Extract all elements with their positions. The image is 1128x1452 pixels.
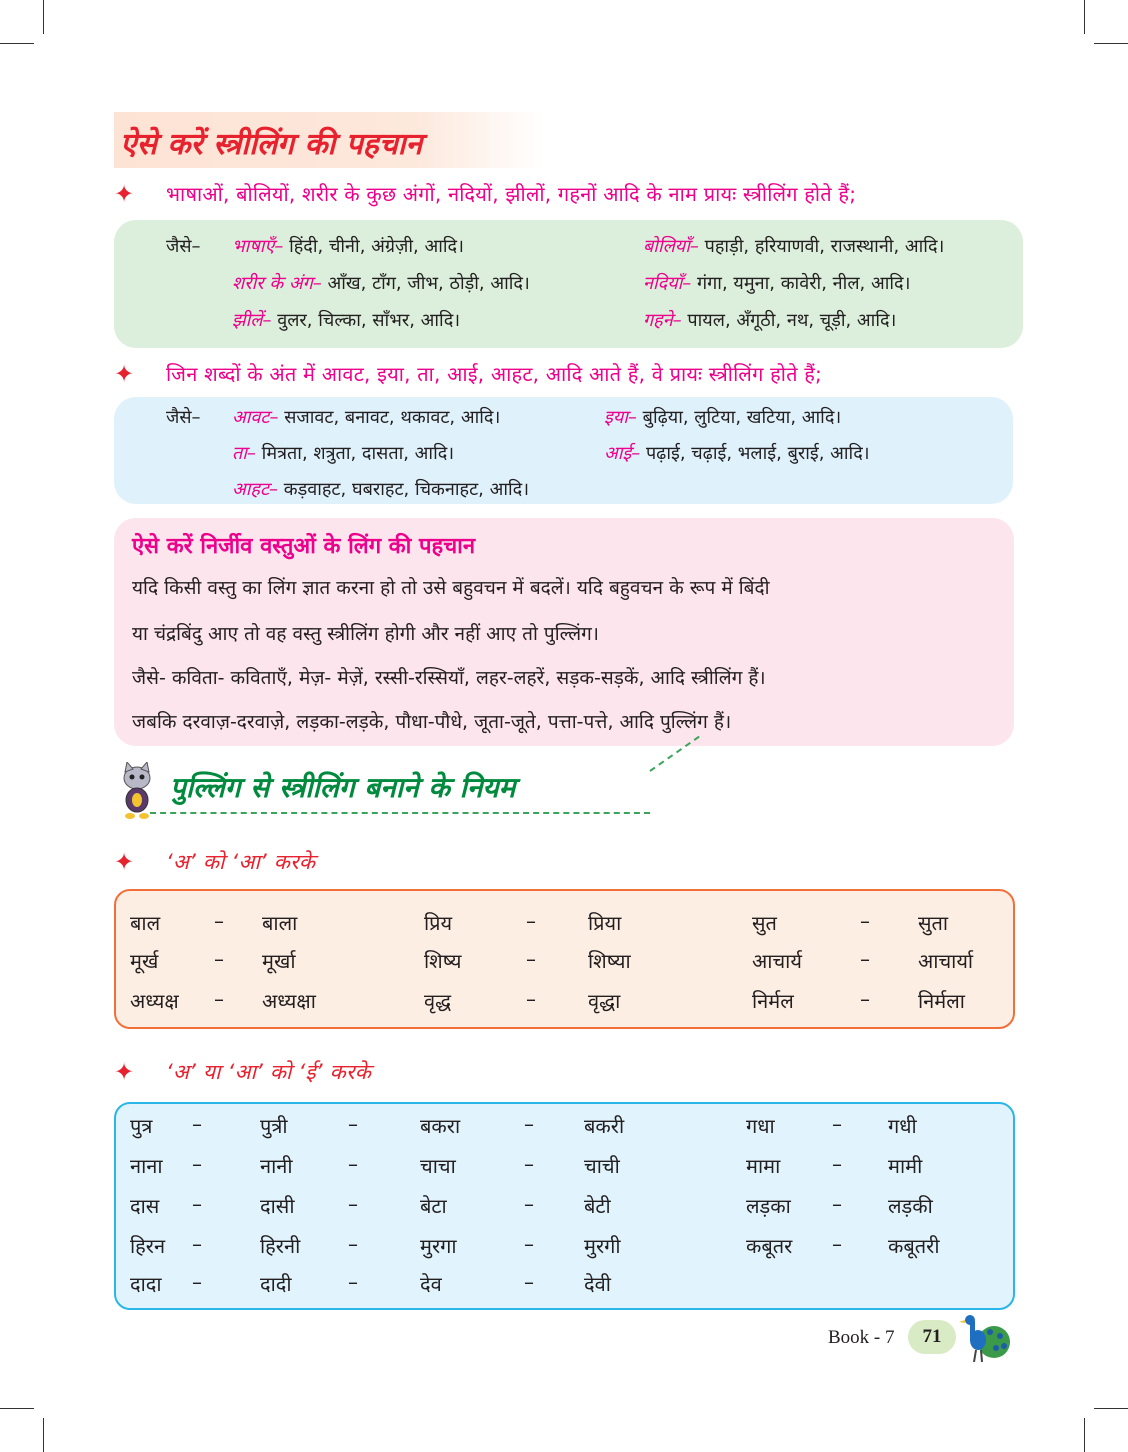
table-dash: –	[192, 1232, 202, 1256]
table-cell: वृद्ध	[424, 989, 452, 1013]
info-heading: ऐसे करें निर्जीव वस्तुओं के लिंग की पहचान	[132, 534, 476, 559]
title-underline	[150, 812, 650, 814]
info-line: यदि किसी वस्तु का लिंग ज्ञात करना हो तो उसे बहुवचन में बदलें। यदि बहुवचन के रूप में बिंदी	[132, 577, 770, 599]
example-item: गहने– पायल, अँगूठी, नथ, चूड़ी, आदि।	[643, 310, 897, 331]
page-number: 71	[908, 1320, 956, 1354]
crop-mark	[43, 0, 44, 34]
table-cell: पुत्र	[130, 1114, 153, 1138]
table-dash: –	[348, 1152, 358, 1176]
info-line: जबकि दरवाज़-दरवाज़े, लड़का-लड़के, पौधा-पौधे, जूता-जूते, पत्ता-पत्ते, आदि पुल्लिंग हैं।	[132, 711, 732, 733]
rule-text: ‘अ’ को ‘आ’ करके	[166, 850, 316, 874]
table-dash: –	[214, 947, 224, 971]
crop-mark	[0, 1408, 34, 1409]
table-cell: मामी	[888, 1154, 923, 1178]
table-cell: गधी	[888, 1114, 917, 1138]
info-line: जैसे- कविता- कविताएँ, मेज़- मेज़ें, रस्सी-रस्सियाँ, लहर-लहरें, सड़क-सड़कें, आदि स्त्रीलिंग हैं।	[132, 667, 766, 689]
table-cell: बकरी	[584, 1114, 625, 1138]
section-heading: ऐसे करें स्त्रीलिंग की पहचान	[120, 127, 423, 162]
star-bullet-icon: ✦	[114, 359, 135, 388]
table-dash: –	[524, 1192, 534, 1216]
table-dash: –	[524, 1270, 534, 1294]
table-cell: नाना	[130, 1154, 163, 1178]
example-item: इया– बुढ़िया, लुटिया, खटिया, आदि।	[604, 407, 842, 428]
table-cell: हिरन	[130, 1234, 166, 1258]
table-cell: बेटी	[584, 1194, 611, 1218]
example-label: जैसे–	[166, 236, 201, 257]
table-cell: आचार्या	[918, 949, 974, 973]
table-cell: प्रिया	[588, 911, 622, 935]
star-bullet-icon: ✦	[114, 179, 135, 208]
example-item: आई– पढ़ाई, चढ़ाई, भलाई, बुराई, आदि।	[604, 443, 870, 464]
table-cell: गधा	[746, 1114, 775, 1138]
table-cell: आचार्य	[752, 949, 802, 973]
table-dash: –	[348, 1232, 358, 1256]
example-item: ता– मित्रता, शत्रुता, दासता, आदि।	[232, 443, 455, 464]
table-cell: बकरा	[420, 1114, 461, 1138]
table-cell: लड़की	[888, 1194, 933, 1218]
table-dash: –	[526, 947, 536, 971]
table-dash: –	[348, 1270, 358, 1294]
rule-bullet	[114, 360, 822, 387]
table-dash: –	[192, 1270, 202, 1294]
table-cell: चाची	[584, 1154, 620, 1178]
table-dash: –	[524, 1112, 534, 1136]
table-dash: –	[214, 987, 224, 1011]
example-item: झीलें– वुलर, चिल्का, साँभर, आदि।	[232, 310, 461, 331]
example-item: भाषाएँ– हिंदी, चीनी, अंग्रेज़ी, आदि।	[232, 236, 464, 257]
table-cell: मूर्खा	[262, 949, 296, 973]
crop-mark	[1094, 1408, 1128, 1409]
rules-section-title: पुल्लिंग से स्त्रीलिंग बनाने के नियम	[170, 771, 516, 804]
table-cell: देव	[420, 1272, 442, 1296]
table-cell: कबूतरी	[888, 1234, 940, 1258]
crop-mark	[1094, 43, 1128, 44]
rule-text: भाषाओं, बोलियों, शरीर के कुछ अंगों, नदियों, झीलों, गहनों आदि के नाम प्रायः स्त्रीलिंग होते हैं;	[166, 182, 857, 206]
table-cell: सुता	[918, 911, 949, 935]
table-cell: दासी	[260, 1194, 295, 1218]
table-cell: बाला	[262, 911, 298, 935]
rule-text: जिन शब्दों के अंत में आवट, इया, ता, आई, आहट, आदि आते हैं, वे प्रायः स्त्रीलिंग होते हैं;	[166, 362, 822, 386]
info-box	[114, 518, 1014, 746]
table-dash: –	[860, 909, 870, 933]
table-dash: –	[832, 1112, 842, 1136]
word-table	[114, 889, 1015, 1029]
book-label: Book - 7	[828, 1327, 895, 1348]
star-bullet-icon: ✦	[114, 848, 135, 876]
table-cell: चाचा	[420, 1154, 456, 1178]
table-dash: –	[214, 909, 224, 933]
example-label: जैसे–	[166, 407, 201, 428]
table-dash: –	[192, 1192, 202, 1216]
table-cell: बेटा	[420, 1194, 447, 1218]
example-item: शरीर के अंग– आँख, टाँग, जीभ, ठोड़ी, आदि।	[232, 273, 530, 294]
table-dash: –	[192, 1112, 202, 1136]
crop-mark	[0, 43, 34, 44]
table-dash: –	[524, 1232, 534, 1256]
table-cell: नानी	[260, 1154, 293, 1178]
section-heading-banner	[114, 112, 544, 168]
word-table	[114, 1102, 1015, 1310]
table-dash: –	[192, 1152, 202, 1176]
table-dash: –	[860, 947, 870, 971]
table-cell: निर्मल	[752, 989, 794, 1013]
example-item: आवट– सजावट, बनावट, थकावट, आदि।	[232, 407, 501, 428]
table-cell: मुरगा	[420, 1234, 457, 1258]
table-dash: –	[832, 1192, 842, 1216]
table-cell: वृद्धा	[588, 989, 621, 1013]
table-cell: कबूतर	[746, 1234, 793, 1258]
table-dash: –	[348, 1112, 358, 1136]
table-cell: सुत	[752, 911, 777, 935]
table-cell: अध्यक्ष	[130, 989, 179, 1013]
table-dash: –	[832, 1152, 842, 1176]
table-cell: दास	[130, 1194, 160, 1218]
table-dash: –	[348, 1192, 358, 1216]
star-bullet-icon: ✦	[114, 1058, 135, 1086]
example-item: बोलियाँ– पहाड़ी, हरियाणवी, राजस्थानी, आदि।	[643, 236, 945, 257]
table-cell: बाल	[130, 911, 161, 935]
examples-box	[114, 397, 1013, 504]
table-dash: –	[526, 909, 536, 933]
table-cell: मुरगी	[584, 1234, 621, 1258]
rule-bullet	[114, 180, 856, 207]
table-dash: –	[832, 1232, 842, 1256]
table-cell: दादा	[130, 1272, 162, 1296]
crop-mark	[43, 1418, 44, 1452]
rule-text: ‘अ’ या ‘आ’ को ‘ई’ करके	[166, 1060, 372, 1084]
rule-bullet	[114, 1058, 371, 1086]
table-dash: –	[526, 987, 536, 1011]
table-cell: शिष्य	[424, 949, 462, 973]
example-item: आहट– कड़वाहट, घबराहट, चिकनाहट, आदि।	[232, 479, 530, 500]
rule-bullet	[114, 848, 315, 876]
table-cell: अध्यक्षा	[262, 989, 316, 1013]
info-line: या चंद्रबिंदु आए तो वह वस्तु स्त्रीलिंग होगी और नहीं आए तो पुल्लिंग।	[132, 623, 599, 645]
table-cell: मामा	[746, 1154, 781, 1178]
table-cell: प्रिय	[424, 911, 453, 935]
table-cell: शिष्या	[588, 949, 631, 973]
table-cell: निर्मला	[918, 989, 965, 1013]
table-dash: –	[860, 987, 870, 1011]
table-dash: –	[524, 1152, 534, 1176]
table-cell: देवी	[584, 1272, 611, 1296]
table-cell: लड़का	[746, 1194, 791, 1218]
example-item: नदियाँ– गंगा, यमुना, कावेरी, नील, आदि।	[643, 273, 911, 294]
crop-mark	[1084, 1418, 1085, 1452]
crop-mark	[1084, 0, 1085, 34]
table-cell: हिरनी	[260, 1234, 301, 1258]
examples-box	[114, 220, 1023, 348]
table-cell: दादी	[260, 1272, 292, 1296]
table-cell: मूर्ख	[130, 949, 159, 973]
table-cell: पुत्री	[260, 1114, 288, 1138]
peacock-icon	[956, 1310, 1012, 1364]
